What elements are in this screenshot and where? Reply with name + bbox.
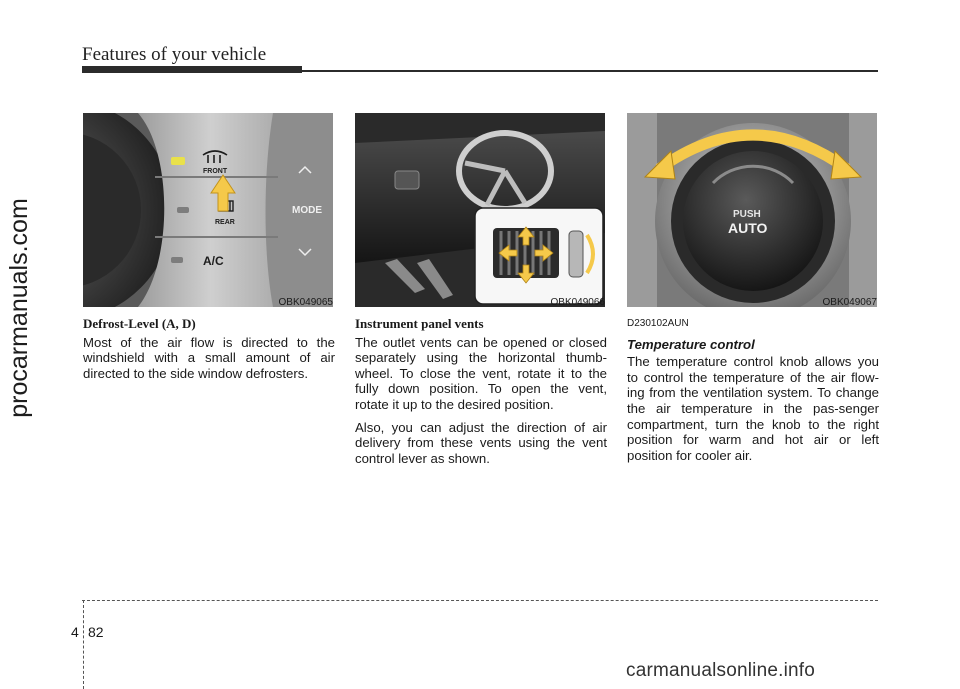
column-instrument-vents [355,316,607,473]
figure-code-1: OBK049065 [278,297,333,308]
rear-label: REAR [215,219,235,226]
mode-label: MODE [292,205,322,216]
footer-chapter-number: 4 [71,624,79,640]
figure-defrost-panel [83,113,333,307]
figure-code-2: OBK049066 [550,297,605,308]
front-label: FRONT [203,168,228,175]
section-heading-vents: Instrument panel vents [355,316,484,331]
header-rule-thin [302,70,878,72]
figure-code-3: OBK049067 [822,297,877,308]
footer-site-watermark: carmanualsonline.info [626,660,816,681]
section-heading-temperature: Temperature control [627,336,755,352]
footer-divider [83,600,84,689]
figure-temperature-knob [627,113,877,307]
instrument-vents-illustration [355,113,605,307]
paragraph: Most of the air flow is directed to the windshield with a small amount of air directed to the side window defrosters. [83,334,335,381]
auto-label: AUTO [728,220,768,236]
column-defrost [83,316,335,388]
paragraph: The outlet vents can be opened or closed separately using the horizontal thumb-wheel. To close the vent, rotate it to the fully down position. To open the vent, rotate it up to the desired position. [355,334,607,412]
page-header-title: Features of your vehicle [82,44,267,65]
defrost-panel-illustration [83,113,333,307]
footer-page-number: 82 [88,624,104,640]
paragraph: The temperature control knob allows you to control the temperature of the air flow-ing from the ventilation system. To change the air temperature in the pas-senger compartment, turn the knob to the right position for warm and hot air or left position for cooler air. [627,354,879,463]
header-rule-thick [82,66,302,73]
figure-instrument-vents [355,113,605,307]
temperature-knob-illustration [627,113,877,307]
paragraph: Also, you can adjust the direction of air delivery from these vents using the vent control lever as shown. [355,419,607,466]
section-code: D230102AUN [627,318,689,329]
section-heading-defrost: Defrost-Level (A, D) [83,316,196,331]
ac-label: A/C [203,254,224,268]
side-watermark: procarmanuals.com [5,198,33,418]
footer-rule [82,600,878,601]
column-temperature-control [627,316,879,470]
indicator-led-icon [171,157,185,165]
push-label: PUSH [733,209,761,220]
